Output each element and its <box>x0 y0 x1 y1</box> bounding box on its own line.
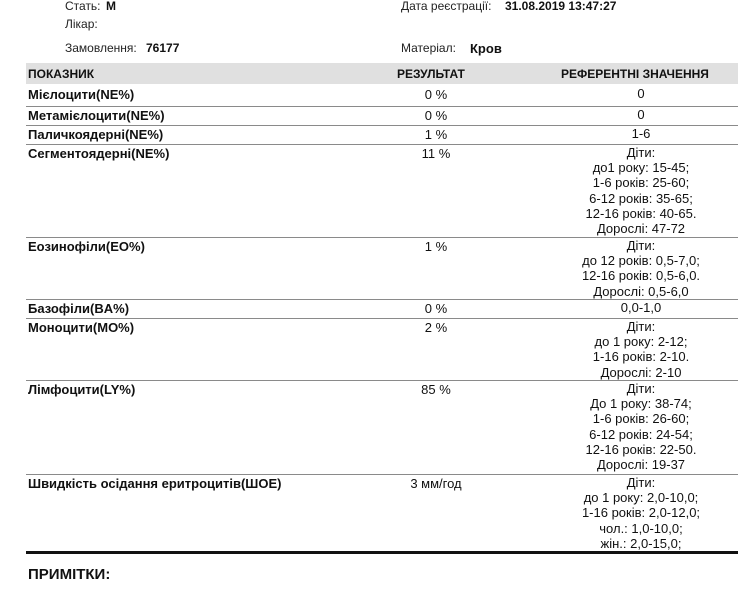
material-value: Кров <box>470 41 502 56</box>
sex-label: Стать: <box>65 0 101 13</box>
table-row <box>26 144 738 238</box>
row-reference: 0,0-1,0 <box>620 300 662 315</box>
row-indicator: Мієлоцити(NE%) <box>28 87 135 102</box>
table-row <box>26 106 738 126</box>
row-reference: 1-6 <box>631 126 651 141</box>
table-bottom-rule <box>26 551 738 554</box>
row-indicator: Метамієлоцити(NE%) <box>28 108 165 123</box>
row-result: 0 % <box>424 87 448 102</box>
order-label: Замовлення: <box>65 41 137 55</box>
row-result: 1 % <box>424 127 448 142</box>
row-result: 1 % <box>424 239 448 254</box>
row-result: 0 % <box>424 301 448 316</box>
row-reference: Діти: до1 року: 15-45; 1-6 років: 25-60; 6-12 років: 35-65; 12-16 років: 40-65. Дорослі: 47-72 <box>585 145 697 237</box>
reg-date-value: 31.08.2019 13:47:27 <box>505 0 617 13</box>
row-reference: 0 <box>637 86 645 101</box>
column-header-result: РЕЗУЛЬТАТ <box>397 67 465 81</box>
row-indicator: Паличкоядерні(NE%) <box>28 127 164 142</box>
row-reference: Діти: До 1 року: 38-74; 1-6 років: 26-60; 6-12 років: 24-54; 12-16 років: 22-50. Дорослі: 19-37 <box>585 381 697 473</box>
notes-heading: ПРИМІТКИ: <box>28 566 111 583</box>
row-reference: Діти: до 1 року: 2-12; 1-16 років: 2-10. Дорослі: 2-10 <box>592 319 690 380</box>
table-row <box>26 318 738 381</box>
row-result: 3 мм/год <box>410 476 462 491</box>
row-reference: 0 <box>637 107 645 122</box>
table-row <box>26 474 738 551</box>
row-indicator: Швидкість осідання еритроцитів(ШОЕ) <box>28 476 282 491</box>
row-indicator: Сегментоядерні(NE%) <box>28 146 170 161</box>
table-row <box>26 85 738 107</box>
row-result: 0 % <box>424 108 448 123</box>
table-row <box>26 125 738 145</box>
row-result: 2 % <box>424 320 448 335</box>
column-header-indicator: ПОКАЗНИК <box>28 67 95 81</box>
column-header-reference: РЕФЕРЕНТНІ ЗНАЧЕННЯ <box>561 67 709 81</box>
row-result: 85 % <box>421 382 451 397</box>
material-label: Матеріал: <box>401 41 456 55</box>
reg-date-label: Дата реєстрації: <box>401 0 492 13</box>
row-reference: Діти: до 1 року: 2,0-10,0; 1-16 років: 2,0-12,0; чол.: 1,0-10,0; жін.: 2,0-15,0; <box>581 475 701 551</box>
row-reference: Діти: до 12 років: 0,5-7,0; 12-16 років: 0,5-6,0. Дорослі: 0,5-6,0 <box>581 238 701 299</box>
table-row <box>26 380 738 475</box>
row-result: 11 % <box>421 146 451 161</box>
row-indicator: Базофіли(BA%) <box>28 301 130 316</box>
doctor-label: Лікар: <box>65 17 98 31</box>
row-indicator: Лімфоцити(LY%) <box>28 382 136 397</box>
row-indicator: Еозинофіли(EO%) <box>28 239 145 254</box>
sex-value: М <box>106 0 116 13</box>
table-row <box>26 299 738 319</box>
order-value: 76177 <box>146 41 180 55</box>
table-row <box>26 237 738 300</box>
table-header <box>26 63 738 84</box>
row-indicator: Моноцити(MO%) <box>28 320 135 335</box>
